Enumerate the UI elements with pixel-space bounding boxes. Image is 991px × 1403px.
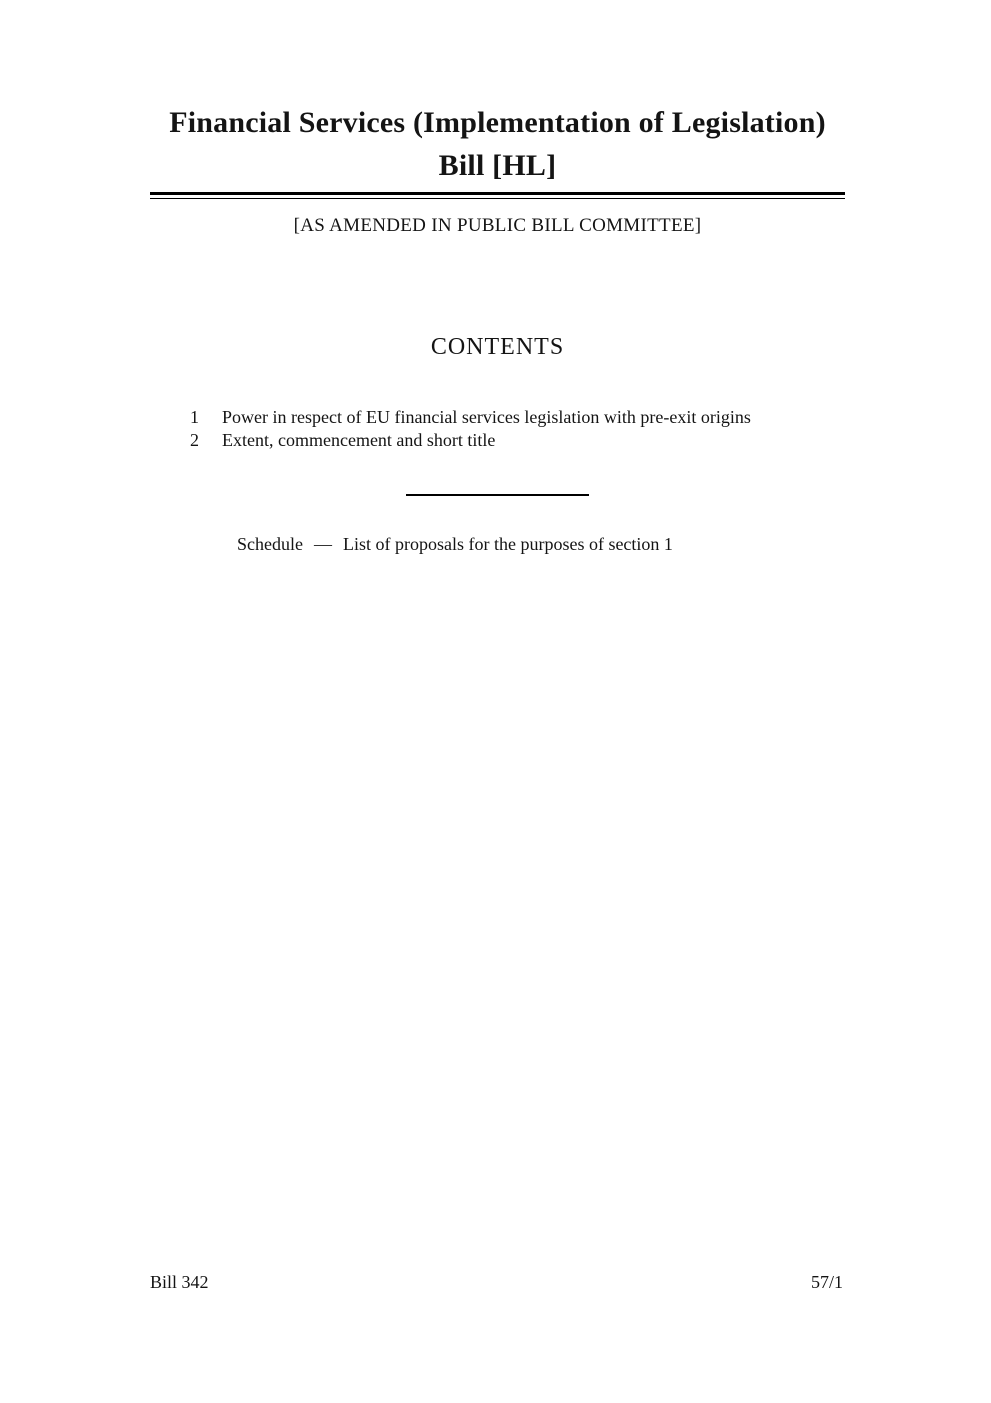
- contents-row-clause-2: [150, 429, 845, 452]
- contents-heading: CONTENTS: [430, 334, 565, 360]
- amendment-status-line: [AS AMENDED IN PUBLIC BILL COMMITTEE]: [293, 215, 702, 236]
- schedule-dash: —: [313, 534, 332, 554]
- clause-number: 2: [190, 429, 199, 450]
- footer-session-number: 57/1: [810, 1272, 843, 1292]
- footer-bill-number: Bill 342: [150, 1272, 209, 1292]
- bill-title-line-1: Financial Services (Implementation of Legislation): [169, 106, 826, 139]
- bill-title-block: [150, 101, 845, 187]
- contents-row-clause-1: [150, 406, 845, 429]
- schedule-label: Schedule: [237, 534, 303, 554]
- bill-contents-page: [150, 0, 845, 1403]
- title-double-rule: [150, 192, 845, 199]
- schedule-title: List of proposals for the purposes of section 1: [342, 534, 673, 554]
- section-divider-rule: [406, 494, 589, 496]
- clause-number: 1: [190, 407, 199, 427]
- page-footer: [150, 1272, 843, 1293]
- clause-title: Power in respect of EU financial services legislation with pre-exit origins: [222, 407, 751, 427]
- bill-title-line-2: Bill [HL]: [438, 149, 557, 182]
- clause-title: Extent, commencement and short title: [222, 429, 496, 450]
- schedule-entry: [150, 534, 845, 555]
- contents-list: [150, 406, 845, 451]
